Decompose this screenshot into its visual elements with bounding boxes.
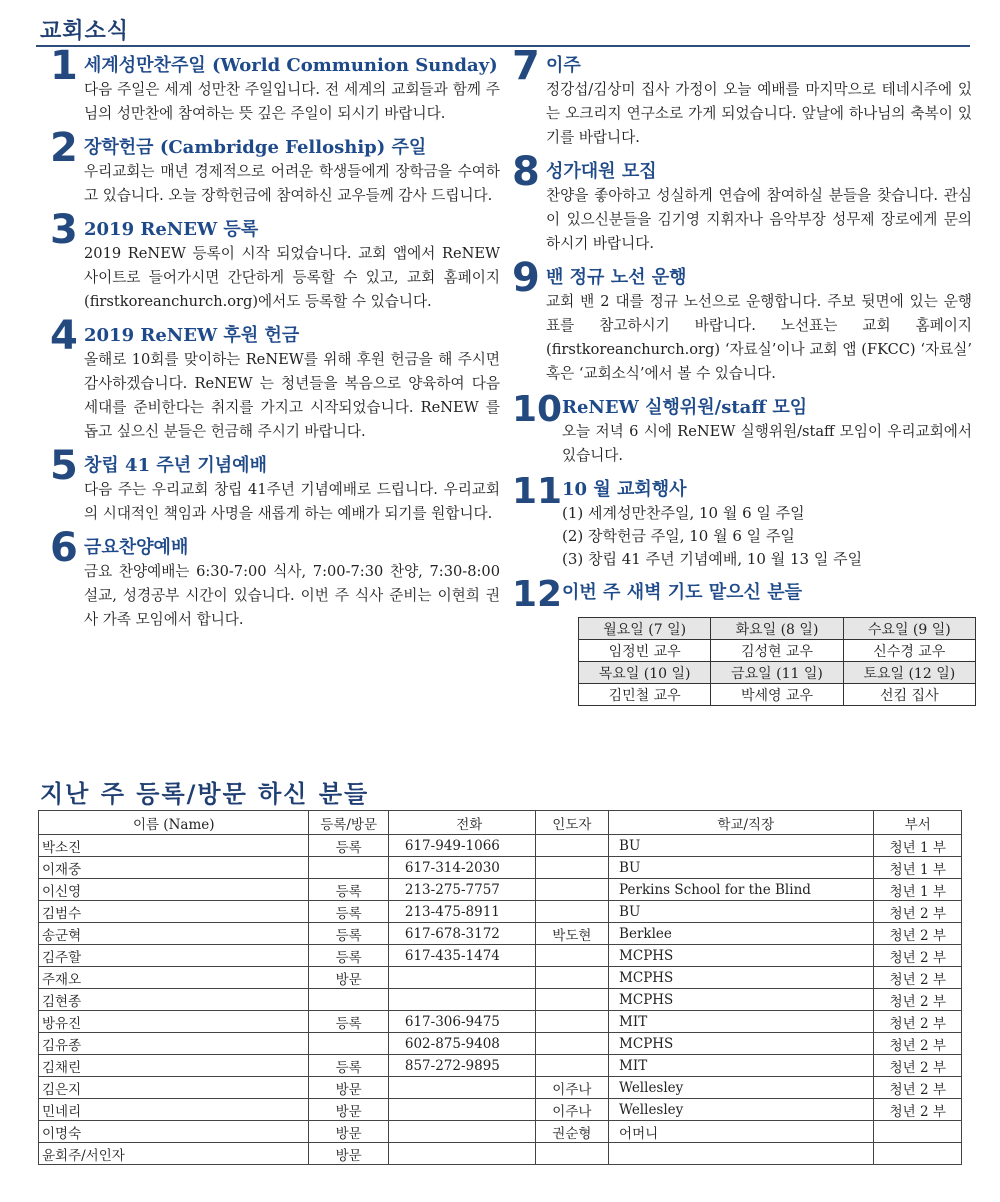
news-body: 정강섭/김상미 집사 가정이 오늘 예배를 마지막으로 테네시주에 있는 오크리지 연구소로 가게 되었습니다. 앞날에 하나님의 축복이 있기를 바랍니다.	[546, 81, 972, 146]
phone-cell: 213-275-7757	[388, 879, 535, 901]
school-cell: Wellesley	[609, 1077, 874, 1099]
table-row	[39, 1121, 962, 1143]
dept-cell: 청년 2 부	[874, 1033, 962, 1055]
leader-cell: 김민철 교우	[579, 684, 711, 706]
school-cell: MCPHS	[609, 989, 874, 1011]
name-cell: 김유종	[39, 1033, 309, 1055]
news-body: 교회 밴 2 대를 정규 노선으로 운행합니다. 주보 뒷면에 있는 운행표를 참고하시기 바랍니다. 노선표는 교회 홈페이지(firstkoreanchurch.org) ‘자료실’이나 교회 앱 (FKCC) ‘자료실’ 혹은 ‘교회소식’에서 볼 수 있습니다.	[546, 293, 972, 382]
news-title: ReNEW 실행위원/staff 모임	[562, 397, 808, 418]
status-cell: 방문	[309, 1099, 388, 1121]
status-cell: 등록	[309, 835, 388, 857]
guide-cell	[535, 835, 608, 857]
table-row	[39, 1033, 962, 1055]
news-number: 11	[512, 471, 563, 512]
status-cell: 방문	[309, 1077, 388, 1099]
day-cell: 목요일 (10 일)	[579, 662, 711, 684]
table-row	[39, 967, 962, 989]
name-cell: 박소진	[39, 835, 309, 857]
news-title: 장학헌금 (Cambridge Felloship) 주일	[84, 137, 427, 158]
phone-cell	[388, 1099, 535, 1121]
news-body: 금요 찬양예배는 6:30-7:00 식사, 7:00-7:30 찬양, 7:30-8:00 설교, 성경공부 시간이 있습니다. 이번 주 식사 준비는 이현희 권사 가족 모임에서 합니다.	[84, 563, 500, 628]
day-cell: 월요일 (7 일)	[579, 618, 711, 640]
dept-cell: 청년 2 부	[874, 967, 962, 989]
column-header: 인도자	[535, 811, 608, 835]
news-item	[512, 149, 972, 256]
news-title: 2019 ReNEW 후원 헌금	[84, 325, 300, 346]
news-number: 12	[512, 574, 563, 615]
news-body: 오늘 저녁 6 시에 ReNEW 실행위원/staff 모임이 우리교회에서 있습니다.	[562, 423, 972, 464]
title-divider	[36, 45, 970, 47]
leader-cell: 신수경 교우	[843, 640, 975, 662]
visitors-title: 지난 주 등록/방문 하신 분들	[40, 780, 370, 808]
news-item	[512, 255, 972, 386]
column-header: 전화	[388, 811, 535, 835]
school-cell: 어머니	[609, 1121, 874, 1143]
table-row	[39, 857, 962, 879]
guide-cell: 이주나	[535, 1099, 608, 1121]
school-cell: BU	[609, 835, 874, 857]
name-cell: 방유진	[39, 1011, 309, 1033]
news-title: 2019 ReNEW 등록	[84, 219, 259, 240]
school-cell: MCPHS	[609, 967, 874, 989]
news-title: 이번 주 새벽 기도 맡으신 분들	[562, 582, 802, 603]
news-item	[512, 574, 972, 706]
column-header: 등록/방문	[309, 811, 388, 835]
news-number: 4	[50, 313, 78, 359]
guide-cell	[535, 1011, 608, 1033]
name-cell: 민네리	[39, 1099, 309, 1121]
news-body: 2019 ReNEW 등록이 시작 되었습니다. 교회 앱에서 ReNEW 사이트로 들어가시면 간단하게 등록할 수 있고, 교회 홈페이지 (firstkoreanchurch.org)에서도 등록할 수 있습니다.	[84, 245, 500, 310]
table-row	[39, 901, 962, 923]
news-number: 10	[512, 389, 563, 430]
event-item: (3) 창립 41 주년 기념예배, 10 월 13 일 주일	[562, 550, 863, 568]
phone-cell	[388, 967, 535, 989]
school-cell: Perkins School for the Blind	[609, 879, 874, 901]
school-cell	[609, 1143, 874, 1165]
dept-cell	[874, 1121, 962, 1143]
guide-cell	[535, 967, 608, 989]
status-cell	[309, 1033, 388, 1055]
news-number: 9	[512, 255, 540, 301]
name-cell: 이신영	[39, 879, 309, 901]
dept-cell: 청년 1 부	[874, 879, 962, 901]
news-item	[50, 443, 500, 526]
table-row	[39, 835, 962, 857]
phone-cell: 617-949-1066	[388, 835, 535, 857]
table-row	[579, 662, 976, 684]
school-cell: BU	[609, 901, 874, 923]
guide-cell	[535, 1055, 608, 1077]
dept-cell: 청년 1 부	[874, 857, 962, 879]
table-row	[579, 640, 976, 662]
news-number: 5	[50, 443, 78, 489]
page-title: 교회소식	[40, 19, 130, 44]
column-header: 부서	[874, 811, 962, 835]
status-cell: 등록	[309, 901, 388, 923]
phone-cell	[388, 1143, 535, 1165]
table-row	[39, 945, 962, 967]
school-cell: MIT	[609, 1055, 874, 1077]
status-cell: 방문	[309, 1121, 388, 1143]
event-item: (2) 장학헌금 주일, 10 월 6 일 주일	[562, 527, 795, 545]
status-cell: 방문	[309, 1143, 388, 1165]
table-row	[579, 684, 976, 706]
school-cell: MIT	[609, 1011, 874, 1033]
dept-cell: 청년 2 부	[874, 989, 962, 1011]
name-cell: 김채린	[39, 1055, 309, 1077]
dept-cell: 청년 2 부	[874, 1099, 962, 1121]
status-cell	[309, 857, 388, 879]
name-cell: 이재중	[39, 857, 309, 879]
visitors-table	[38, 810, 962, 1165]
table-row	[39, 923, 962, 945]
news-column-left	[50, 43, 500, 642]
news-number: 6	[50, 525, 78, 571]
phone-cell: 213-475-8911	[388, 901, 535, 923]
leader-cell: 박세영 교우	[711, 684, 843, 706]
news-body: 다음 주는 우리교회 창립 41주년 기념예배로 드립니다. 우리교회의 시대적인 책임과 사명을 새롭게 하는 예배가 되기를 원합니다.	[84, 481, 500, 522]
news-title: 성가대원 모집	[546, 161, 657, 182]
leader-cell: 선킴 집사	[843, 684, 975, 706]
guide-cell	[535, 945, 608, 967]
phone-cell	[388, 989, 535, 1011]
guide-cell: 이주나	[535, 1077, 608, 1099]
news-number: 7	[512, 43, 540, 89]
phone-cell: 617-314-2030	[388, 857, 535, 879]
status-cell: 등록	[309, 879, 388, 901]
phone-cell	[388, 1121, 535, 1143]
name-cell: 김은지	[39, 1077, 309, 1099]
news-title: 세계성만찬주일 (World Communion Sunday)	[84, 55, 498, 76]
name-cell: 김주할	[39, 945, 309, 967]
visitors-table-body	[39, 835, 962, 1165]
leader-cell: 김성현 교우	[711, 640, 843, 662]
name-cell: 주재오	[39, 967, 309, 989]
phone-cell: 617-435-1474	[388, 945, 535, 967]
dept-cell: 청년 2 부	[874, 945, 962, 967]
phone-cell: 617-678-3172	[388, 923, 535, 945]
news-item	[512, 389, 972, 468]
news-number: 3	[50, 207, 78, 253]
column-header: 학교/직장	[609, 811, 874, 835]
guide-cell	[535, 1033, 608, 1055]
leader-cell: 임정빈 교우	[579, 640, 711, 662]
news-number: 2	[50, 125, 78, 171]
table-row	[39, 1055, 962, 1077]
name-cell: 이명숙	[39, 1121, 309, 1143]
table-header-row	[39, 811, 962, 835]
news-title: 이주	[546, 55, 581, 76]
news-title: 금요찬양예배	[84, 537, 189, 558]
news-title: 창립 41 주년 기념예배	[84, 455, 267, 476]
status-cell: 등록	[309, 945, 388, 967]
phone-cell: 857-272-9895	[388, 1055, 535, 1077]
dept-cell: 청년 1 부	[874, 835, 962, 857]
dept-cell: 청년 2 부	[874, 1055, 962, 1077]
news-item	[50, 43, 500, 126]
news-body: 찬양을 좋아하고 성실하게 연습에 참여하실 분들을 찾습니다. 관심이 있으신분들을 김기영 지휘자나 음악부장 성무제 장로에게 문의하시기 바랍니다.	[546, 187, 972, 252]
news-item	[512, 471, 972, 571]
table-row	[39, 1011, 962, 1033]
prayer-schedule-table	[578, 617, 976, 706]
news-number: 1	[50, 43, 78, 89]
status-cell: 등록	[309, 1011, 388, 1033]
news-number: 8	[512, 149, 540, 195]
news-body: 우리교회는 매년 경제적으로 어려운 학생들에게 장학금을 수여하고 있습니다. 오늘 장학헌금에 참여하신 교우들께 감사 드립니다.	[84, 163, 500, 204]
name-cell: 김범수	[39, 901, 309, 923]
guide-cell	[535, 1143, 608, 1165]
school-cell: MCPHS	[609, 1033, 874, 1055]
guide-cell	[535, 989, 608, 1011]
phone-cell: 602-875-9408	[388, 1033, 535, 1055]
status-cell	[309, 989, 388, 1011]
news-body: 다음 주일은 세계 성만찬 주일입니다. 전 세계의 교회들과 함께 주님의 성만찬에 참여하는 뜻 깊은 주일이 되시기 바랍니다.	[84, 81, 500, 122]
guide-cell	[535, 879, 608, 901]
table-row	[579, 618, 976, 640]
phone-cell	[388, 1077, 535, 1099]
news-body: 올해로 10회를 맞이하는 ReNEW를 위해 후원 헌금을 해 주시면 감사하겠습니다. ReNEW 는 청년들을 복음으로 양육하여 다음 세대를 준비한다는 취지를 가지고 시작되었습니다. ReNEW 를 돕고 싶으신 분들은 헌금해 주시기 바랍니다.	[84, 351, 500, 440]
phone-cell: 617-306-9475	[388, 1011, 535, 1033]
news-column-right	[512, 43, 972, 716]
dept-cell: 청년 2 부	[874, 1011, 962, 1033]
event-item: (1) 세계성만찬주일, 10 월 6 일 주일	[562, 504, 805, 522]
news-item	[50, 525, 500, 632]
column-header: 이름 (Name)	[39, 811, 309, 835]
table-row	[39, 1077, 962, 1099]
day-cell: 금요일 (11 일)	[711, 662, 843, 684]
guide-cell: 박도현	[535, 923, 608, 945]
dept-cell	[874, 1143, 962, 1165]
dept-cell: 청년 2 부	[874, 901, 962, 923]
name-cell: 송군혁	[39, 923, 309, 945]
guide-cell	[535, 901, 608, 923]
day-cell: 화요일 (8 일)	[711, 618, 843, 640]
table-row	[39, 989, 962, 1011]
event-list	[562, 502, 972, 571]
status-cell: 방문	[309, 967, 388, 989]
school-cell: Wellesley	[609, 1099, 874, 1121]
news-title: 10 월 교회행사	[562, 479, 687, 500]
status-cell: 등록	[309, 1055, 388, 1077]
name-cell: 윤회주/서인자	[39, 1143, 309, 1165]
news-item	[50, 207, 500, 314]
dept-cell: 청년 2 부	[874, 923, 962, 945]
name-cell: 김현종	[39, 989, 309, 1011]
day-cell: 수요일 (9 일)	[843, 618, 975, 640]
dept-cell: 청년 2 부	[874, 1077, 962, 1099]
guide-cell	[535, 857, 608, 879]
school-cell: MCPHS	[609, 945, 874, 967]
table-row	[39, 1099, 962, 1121]
school-cell: Berklee	[609, 923, 874, 945]
status-cell: 등록	[309, 923, 388, 945]
day-cell: 토요일 (12 일)	[843, 662, 975, 684]
news-item	[512, 43, 972, 150]
news-item	[50, 313, 500, 444]
table-row	[39, 1143, 962, 1165]
news-item	[50, 125, 500, 208]
guide-cell: 권순형	[535, 1121, 608, 1143]
table-row	[39, 879, 962, 901]
school-cell: BU	[609, 857, 874, 879]
news-title: 밴 정규 노선 운행	[546, 267, 687, 288]
